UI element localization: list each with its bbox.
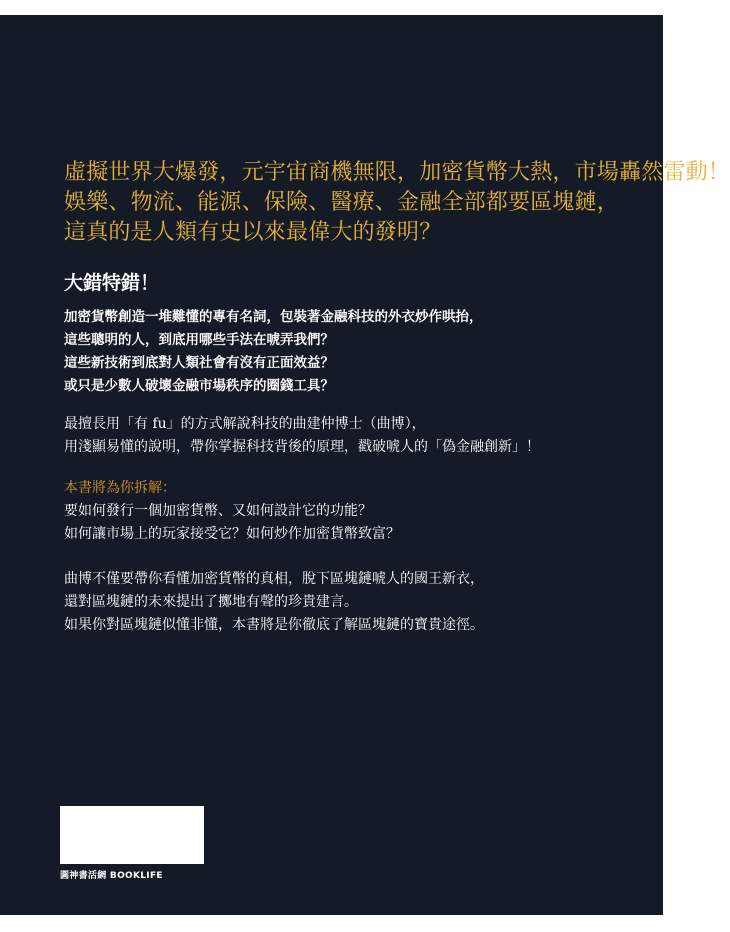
reveal-line: 如何讓市場上的玩家接受它？如何炒作加密貨幣致富？ [64, 526, 400, 542]
question-line: 這些新技術到底對人類社會有沒有正面效益？ [64, 355, 334, 371]
closing-paragraph [64, 568, 484, 637]
question-line: 這些聰明的人，到底用哪些手法在唬弄我們？ [64, 332, 334, 348]
question-line: 或只是少數人破壞金融市場秩序的圈錢工具？ [64, 378, 334, 394]
back-cover [0, 15, 730, 915]
shout-text: 大錯特錯！ [64, 272, 160, 294]
barcode-area [60, 806, 204, 864]
reveal-paragraph [64, 477, 400, 546]
closing-line: 曲博不僅要帶你看懂加密貨幣的真相，脫下區塊鏈唬人的國王新衣， [64, 571, 484, 587]
intro-line: 最擅長用「有 fu」的方式解說科技的曲建仲博士（曲博）， [64, 416, 426, 432]
headline-line: 娛樂、物流、能源、保險、醫療、金融全部都要區塊鏈， [64, 190, 620, 215]
publisher-logo: 圓神書活網 BOOKLIFE [60, 871, 163, 881]
reveal-heading: 本書將為你拆解： [64, 480, 176, 496]
reveal-line: 要如何發行一個加密貨幣、又如何設計它的功能？ [64, 503, 372, 519]
headline-line: 虛擬世界大爆發，元宇宙商機無限，加密貨幣大熱，市場轟然雷動！ [64, 160, 730, 185]
closing-line: 還對區塊鏈的未來提出了擲地有聲的珍貴建言。 [64, 594, 358, 610]
headline-line: 這真的是人類有史以來最偉大的發明？ [64, 220, 442, 245]
questions-block [64, 306, 483, 398]
intro-paragraph [64, 413, 540, 459]
closing-line: 如果你對區塊鏈似懂非懂，本書將是你徹底了解區塊鏈的寶貴途徑。 [64, 617, 484, 633]
question-line: 加密貨幣創造一堆難懂的專有名詞，包裝著金融科技的外衣炒作哄抬， [64, 309, 483, 325]
intro-line: 用淺顯易懂的說明，帶你掌握科技背後的原理，戳破唬人的「偽金融創新」！ [64, 439, 540, 455]
headline [64, 158, 730, 248]
